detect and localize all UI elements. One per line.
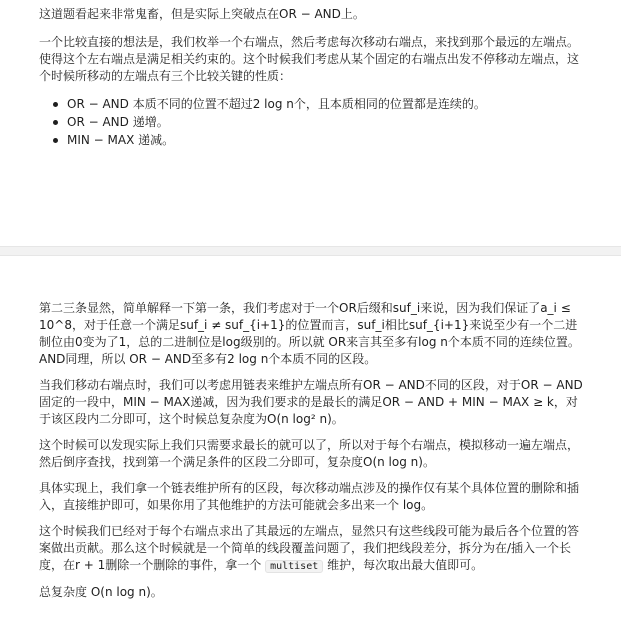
page-section-top [0,0,621,246]
approach-paragraph: 一个比较直接的想法是，我们枚举一个右端点，然后考虑每次移动右端点，来找到那个最远的左端点。使得这个左右端点是满足相关约束的。这个时候我们考虑从某个固定的右端点出发不停移动左端点，这个时候所移动的左端点有三个比较关键的性质： [39,35,580,83]
property-text: OR − AND 递增。 [67,115,169,129]
page-section-bottom [0,256,621,622]
property-list [39,95,587,149]
page-separator [0,246,621,256]
segment-text-before: 这个时候我们已经对于每个右端点求出了其最远的左端点，显然只有这些线段可能为最后各个位置的答案做出贡献。那么这个时候就是一个简单的线段覆盖问题了，我们把线段差分，拆分为在/插入一个长度，在r + 1删除一个删除的事件，拿一个 [39,524,580,572]
list-item [39,131,587,149]
segment-cover-paragraph [39,523,587,575]
list-item [39,113,587,131]
property-text: OR − AND 本质不同的位置不超过2 log n个，且本质相同的位置都是连续的。 [67,97,486,111]
inline-code: multiset [265,560,323,573]
intro-text: 这道题看起来非常鬼畜，但是实际上突破点在OR − AND上。 [39,7,365,21]
implementation-paragraph: 具体实现上，我们拿一个链表维护所有的区段，每次移动端点涉及的操作仅有某个具体位置的删除和插入，直接维护即可，如果你用了其他维护的方法可能就会多出来一个 log。 [39,481,580,512]
list-item [39,95,587,113]
top-content [39,6,587,149]
bottom-content [39,300,587,601]
segment-text-after: 维护，每次取出最大值即可。 [323,558,484,572]
linked-list-paragraph: 当我们移动右端点时，我们可以考虑用链表来维护左端点所有OR − AND不同的区段，对于OR − AND固定的一段中，MIN − MAX递减，因为我们要求的是最长的满足OR − AND + MIN − MAX ≥ k，对于该区段内二分即可，这个时候总复杂度为O(n log² n)。 [39,378,583,426]
total-complexity: 总复杂度 O(n log n)。 [39,585,163,599]
bullet-icon [53,120,58,125]
explanation-paragraph: 第二三条显然，简单解释一下第一条，我们考虑对于一个OR后缀和suf_i来说，因为我们保证了a_i ≤ 10^8，对于任意一个满足suf_i ≠ suf_{i+1}的位置而言，suf_i相比suf_{i+1}来说至少有一个二进制位由0变为了1，总的二进制位是log级别的。所以就 OR来言其至多有log n个本质不同的连续位置。AND同理，所以 OR − AND至多有2 log n个本质不同的区段。 [39,301,580,366]
property-text: MIN − MAX 递减。 [67,133,175,147]
optimization-paragraph: 这个时候可以发现实际上我们只需要求最长的就可以了，所以对于每个右端点，模拟移动一遍左端点，然后倒序查找，找到第一个满足条件的区段二分即可，复杂度O(n log n)。 [39,438,580,469]
bullet-icon [53,138,58,143]
bullet-icon [53,102,58,107]
